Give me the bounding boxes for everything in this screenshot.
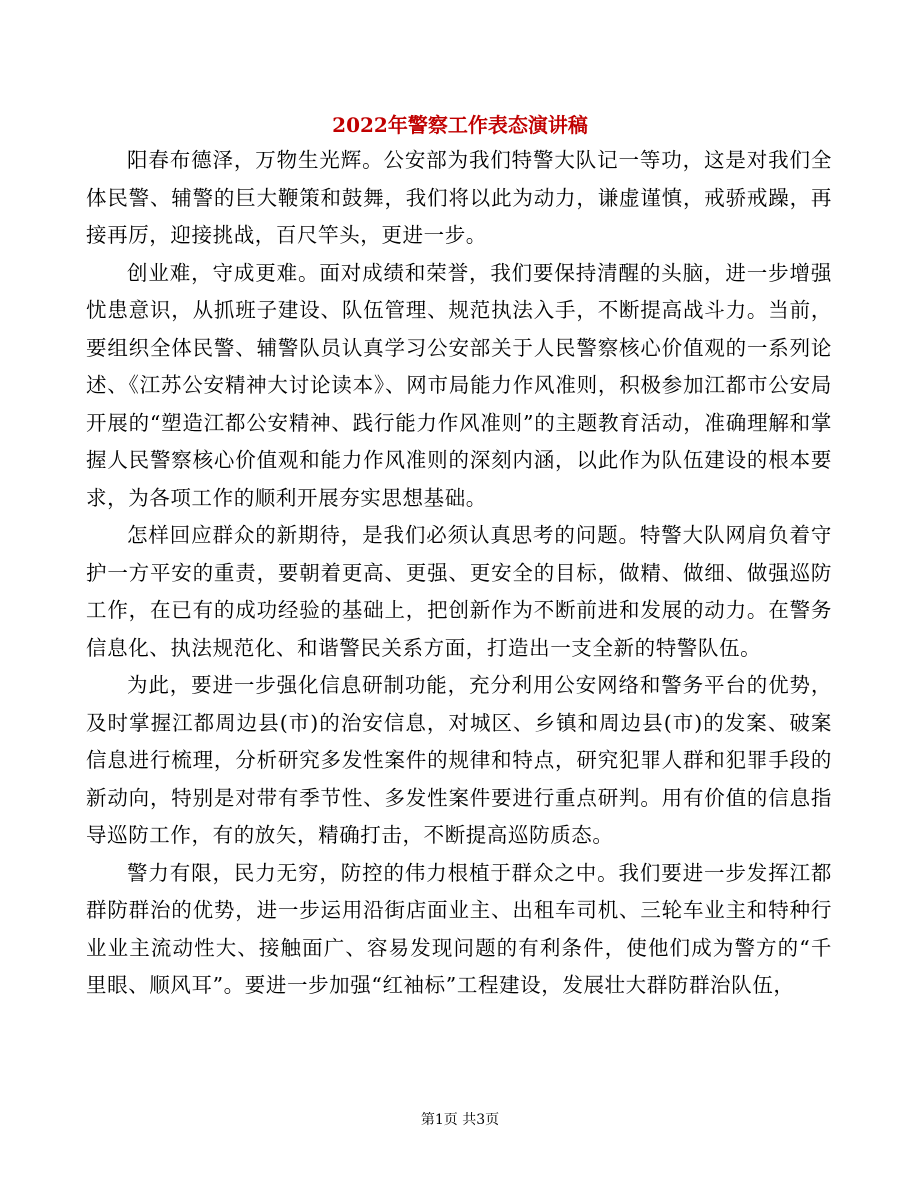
paragraph-3: 怎样回应群众的新期待，是我们必须认真思考的问题。特警大队网肩负着守护一方平安的重责，要朝着更高、更强、更安全的目标，做精、做细、做强巡防工作，在已有的成功经验的基础上，把创新作为不断前进和发展的动力。在警务信息化、执法规范化、和谐警民关系方面，打造出一支全新的特警队伍。 bbox=[86, 523, 832, 660]
paragraph-5: 警力有限，民力无穷，防控的伟力根植于群众之中。我们要进一步发挥江都群防群治的优势，进一步运用沿街店面业主、出租车司机、三轮车业主和特种行业业主流动性大、接触面广、容易发现问题的有利条件，使他们成为警方的“千里眼、顺风耳”。要进一步加强“红袖标”工程建设，发展壮大群防群治队伍， bbox=[86, 860, 832, 997]
paragraph-2: 创业难，守成更难。面对成绩和荣誉，我们要保持清醒的头脑，进一步增强忧患意识，从抓班子建设、队伍管理、规范执法入手，不断提高战斗力。当前，要组织全体民警、辅警队员认真学习公安部关于人民警察核心价值观的一系列论述、《江苏公安精神大讨论读本》、网市局能力作风准则，积极参加江都市公安局开展的“塑造江都公安精神、践行能力作风准则”的主题教育活动，准确理解和掌握人民警察核心价值观和能力作风准则的深刻内涵，以此作为队伍建设的根本要求，为各项工作的顺利开展夯实思想基础。 bbox=[86, 260, 832, 510]
paragraph-1: 阳春布德泽，万物生光辉。公安部为我们特警大队记一等功，这是对我们全体民警、辅警的巨大鞭策和鼓舞，我们将以此为动力，谦虚谨慎，戒骄戒躁，再接再厉，迎接挑战，百尺竿头，更进一步。 bbox=[86, 148, 832, 247]
document-title: 2022年警察工作表态演讲稿 bbox=[332, 113, 588, 137]
paragraph-4: 为此，要进一步强化信息研制功能，充分利用公安网络和警务平台的优势，及时掌握江都周边县(市)的治安信息，对城区、乡镇和周边县(市)的发案、破案信息进行梳理，分析研究多发性案件的规律和特点，研究犯罪人群和犯罪手段的新动向，特别是对带有季节性、多发性案件要进行重点研判。用有价值的信息指导巡防工作，有的放矢，精确打击，不断提高巡防质态。 bbox=[86, 673, 832, 847]
document-body bbox=[86, 142, 832, 1005]
page-footer: 第1页 共3页 bbox=[420, 1112, 500, 1128]
